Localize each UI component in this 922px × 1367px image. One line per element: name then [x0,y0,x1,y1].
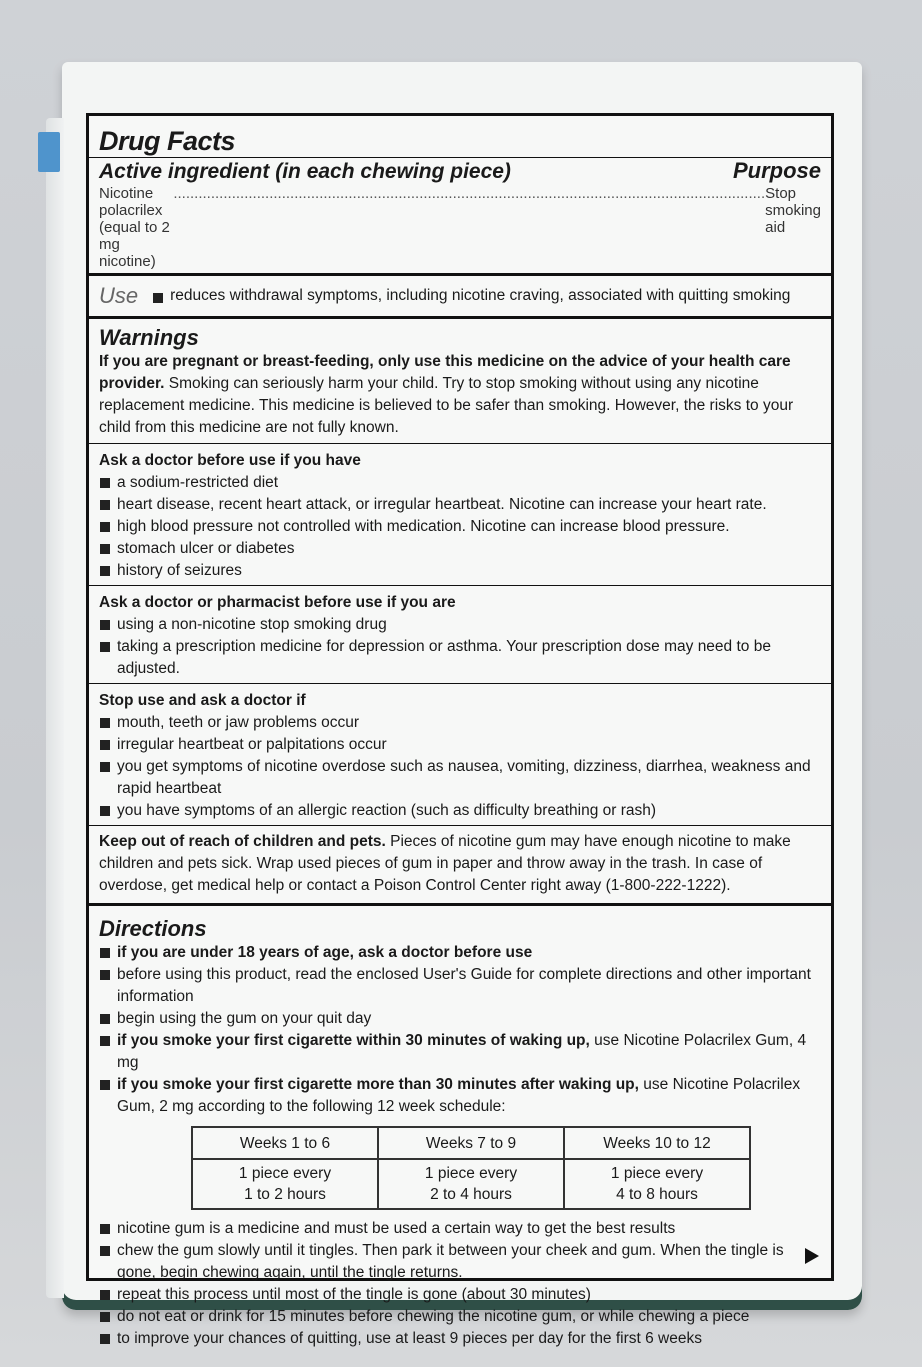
schedule-cell [564,1159,750,1209]
drug-facts-panel [86,113,834,1347]
schedule-cell [378,1159,564,1209]
direction-within-30-text: use Nicotine Polacrilex Gum, 4 mg [117,1032,807,1071]
direction-after-30 [99,1074,821,1118]
blue-tape [38,132,60,172]
ask-doctor-item: heart disease, recent heart attack, or irregular heartbeat. Nicotine can increase your heart rate. [99,494,821,516]
directions-heading: Directions [99,916,207,941]
purpose-text: Stop smoking aid [765,185,821,236]
direction-under-18: if you are under 18 years of age, ask a doctor before use [99,942,821,964]
ingredient-name: Nicotine polacrilex (equal to 2 mg nicotine) [99,185,170,270]
purpose-heading: Purpose [732,158,821,183]
schedule-cell-line: 1 piece every [610,1165,704,1182]
ask-pharmacist-item: taking a prescription medicine for depression or asthma. Your prescription dose may need to be adjusted. [99,636,821,680]
direction-item: nicotine gum is a medicine and must be used a certain way to get the best results [99,1218,821,1240]
direction-begin: begin using the gum on your quit day [99,1008,821,1030]
direction-users-guide: before using this product, read the enclosed User's Guide for complete directions and other important information [99,964,821,1008]
direction-after-30-bold: if you smoke your first cigarette more than 30 minutes after waking up, [117,1076,639,1093]
schedule-cell-line: 4 to 8 hours [616,1186,698,1203]
pregnancy-warning-text: Smoking can seriously harm your child. Try to stop smoking without using any nicotine replacement medicine. This medicine is believed to be safer than smoking. However, the risks to your child from this medicine are not fully known. [99,375,794,436]
ask-pharmacist-item: using a non-nicotine stop smoking drug [99,614,821,636]
stop-use-item: you get symptoms of nicotine overdose such as nausea, vomiting, dizziness, diarrhea, weakness and rapid heartbeat [99,756,821,800]
direction-item: repeat this process until most of the tingle is gone (about 30 minutes) [99,1284,821,1306]
warnings-section [89,319,831,444]
use-text: reduces withdrawal symptoms, including nicotine craving, associated with quitting smoking [152,287,790,305]
direction-item: do not eat or drink for 15 minutes before chewing the nicotine gum, or while chewing a piece [99,1306,821,1328]
keep-out-section [89,826,831,906]
schedule-cell-line: 1 piece every [238,1165,332,1182]
keep-out-bold: Keep out of reach of children and pets. [99,833,386,850]
dosing-schedule-table [191,1126,751,1210]
stop-use-section [89,684,831,826]
ask-pharmacist-section [89,586,831,684]
ask-doctor-section [89,444,831,586]
ask-doctor-item: stomach ulcer or diabetes [99,538,821,560]
direction-within-30 [99,1030,821,1074]
use-label: Use [99,283,139,308]
active-ingredient-section [89,158,831,276]
schedule-header: Weeks 1 to 6 [192,1127,378,1159]
schedule-header: Weeks 10 to 12 [564,1127,750,1159]
continued-arrow-icon [805,1248,819,1264]
pregnancy-warning [99,351,821,439]
drug-facts-title-section [89,116,831,158]
stop-use-item: irregular heartbeat or palpitations occur [99,734,821,756]
ask-doctor-heading: Ask a doctor before use if you have [99,452,361,469]
stop-use-item: you have symptoms of an allergic reaction (such as difficulty breathing or rash) [99,800,821,822]
leader-dots: .............................................................................................................................................. [173,185,766,202]
warnings-heading: Warnings [99,325,199,350]
directions-section [89,906,831,1350]
ask-doctor-item: high blood pressure not controlled with medication. Nicotine can increase blood pressure. [99,516,821,538]
stop-use-heading: Stop use and ask a doctor if [99,692,306,709]
keep-out-warning [99,831,821,897]
direction-within-30-bold: if you smoke your first cigarette within 30 minutes of waking up, [117,1032,590,1049]
active-ingredient-heading: Active ingredient (in each chewing piece) [99,160,511,183]
schedule-header: Weeks 7 to 9 [378,1127,564,1159]
use-section [89,276,831,319]
drug-facts-title: Drug Facts [99,126,236,156]
ask-doctor-item: a sodium-restricted diet [99,472,821,494]
schedule-cell-line: 1 to 2 hours [244,1186,326,1203]
stop-use-item: mouth, teeth or jaw problems occur [99,712,821,734]
box-side-edge [46,118,64,1298]
direction-after-30-text: use Nicotine Polacrilex Gum, 2 mg according to the following 12 week schedule: [117,1076,801,1115]
pregnancy-warning-bold: If you are pregnant or breast-feeding, only use this medicine on the advice of your health care provider. [99,353,791,392]
direction-item: chew the gum slowly until it tingles. Then park it between your cheek and gum. When the tingle is gone, begin chewing again, until the tingle returns. [99,1240,821,1284]
schedule-cell-line: 1 piece every [424,1165,518,1182]
schedule-cell-line: 2 to 4 hours [430,1186,512,1203]
ask-pharmacist-heading: Ask a doctor or pharmacist before use if you are [99,594,456,611]
schedule-cell [192,1159,378,1209]
keep-out-text: Pieces of nicotine gum may have enough nicotine to make children and pets sick. Wrap used pieces of gum in paper and throw away in the trash. In case of overdose, get medical help or contact a Poison Control Center right away (1-800-222-1222). [99,833,791,894]
ask-doctor-item: history of seizures [99,560,821,582]
direction-item: to improve your chances of quitting, use at least 9 pieces per day for the first 6 weeks [99,1328,821,1350]
